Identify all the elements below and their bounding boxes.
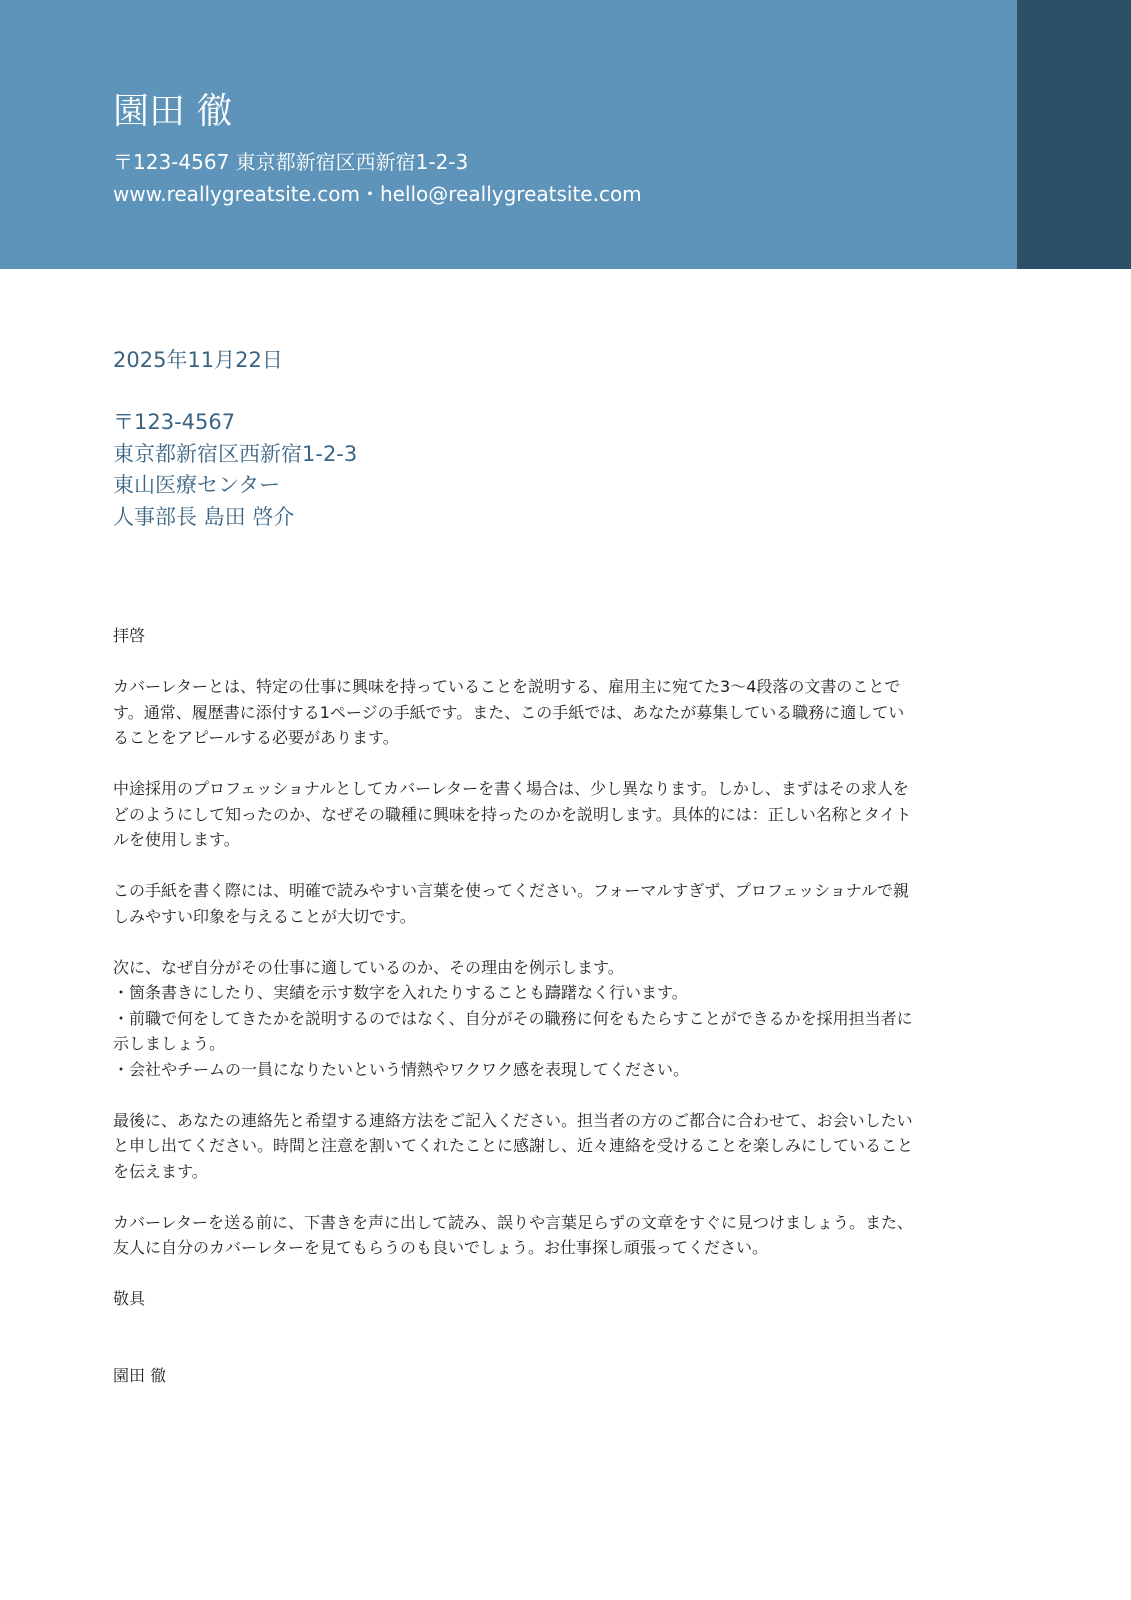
- letter-date: 2025年11月22日: [113, 348, 283, 372]
- paragraph-3: この手紙を書く際には、明確で読みやすい言葉を使ってください。フォーマルすぎず、プロフェッショナルで親 しみやすい印象を与えることが大切です。: [113, 881, 910, 926]
- header-accent-bar: [1017, 0, 1131, 269]
- paragraph-4: 次に、なぜ自分がその仕事に適しているのか、その理由を例示します。 ・箇条書きにしたり、実績を示す数字を入れたりすることも躊躇なく行います。 ・前職で何をしてきたかを説明するのではなく、自分がその職務に何をもたらすことができるかを採用担当者に 示しましょう。 ・会社やチームの一員になりたいという情熱やワクワク感を表現してください。: [113, 957, 913, 1079]
- recipient-block: [113, 407, 357, 533]
- paragraph-2: 中途採用のプロフェッショナルとしてカバーレターを書く場合は、少し異なります。しかし、まずはその求人を どのようにして知ったのか、なぜその職種に興味を持ったのかを説明します。具体的には：正しい名称とタイト ルを使用します。: [113, 779, 912, 849]
- paragraph-1: カバーレターとは、特定の仕事に興味を持っていることを説明する、雇用主に宛てた3〜4段落の文書のことで す。通常、履歴書に添付する1ページの手紙です。また、この手紙では、あなたが募集している職務に適してい ることをアピールする必要があります。: [113, 677, 905, 747]
- sender-address: 〒123-4567 東京都新宿区西新宿1-2-3: [113, 150, 469, 174]
- recipient-postal: 〒123-4567: [113, 410, 236, 434]
- paragraph-6: カバーレターを送る前に、下書きを声に出して読み、誤りや言葉足らずの文章をすぐに見つけましょう。また、 友人に自分のカバーレターを見てもらうのも良いでしょう。お仕事探し頑張ってください。: [113, 1212, 914, 1257]
- signature: 園田 徹: [113, 1365, 167, 1385]
- closing: 敬具: [113, 1289, 146, 1308]
- sender-name: 園田 徹: [113, 91, 233, 132]
- recipient-address: 東京都新宿区西新宿1-2-3: [113, 441, 358, 466]
- salutation: 拝啓: [113, 626, 146, 645]
- sender-contact: www.reallygreatsite.com・hello@reallygreatsite.com: [113, 182, 642, 206]
- recipient-person: 人事部長 島田 啓介: [113, 504, 295, 529]
- paragraph-5: 最後に、あなたの連絡先と希望する連絡方法をご記入ください。担当者の方のご都合に合わせて、お会いしたい と申し出てください。時間と注意を割いてくれたことに感謝し、近々連絡を受けることを楽しみにしていること を伝えます。: [113, 1110, 914, 1181]
- letter-body: [113, 623, 993, 1388]
- recipient-organization: 東山医療センター: [113, 473, 281, 497]
